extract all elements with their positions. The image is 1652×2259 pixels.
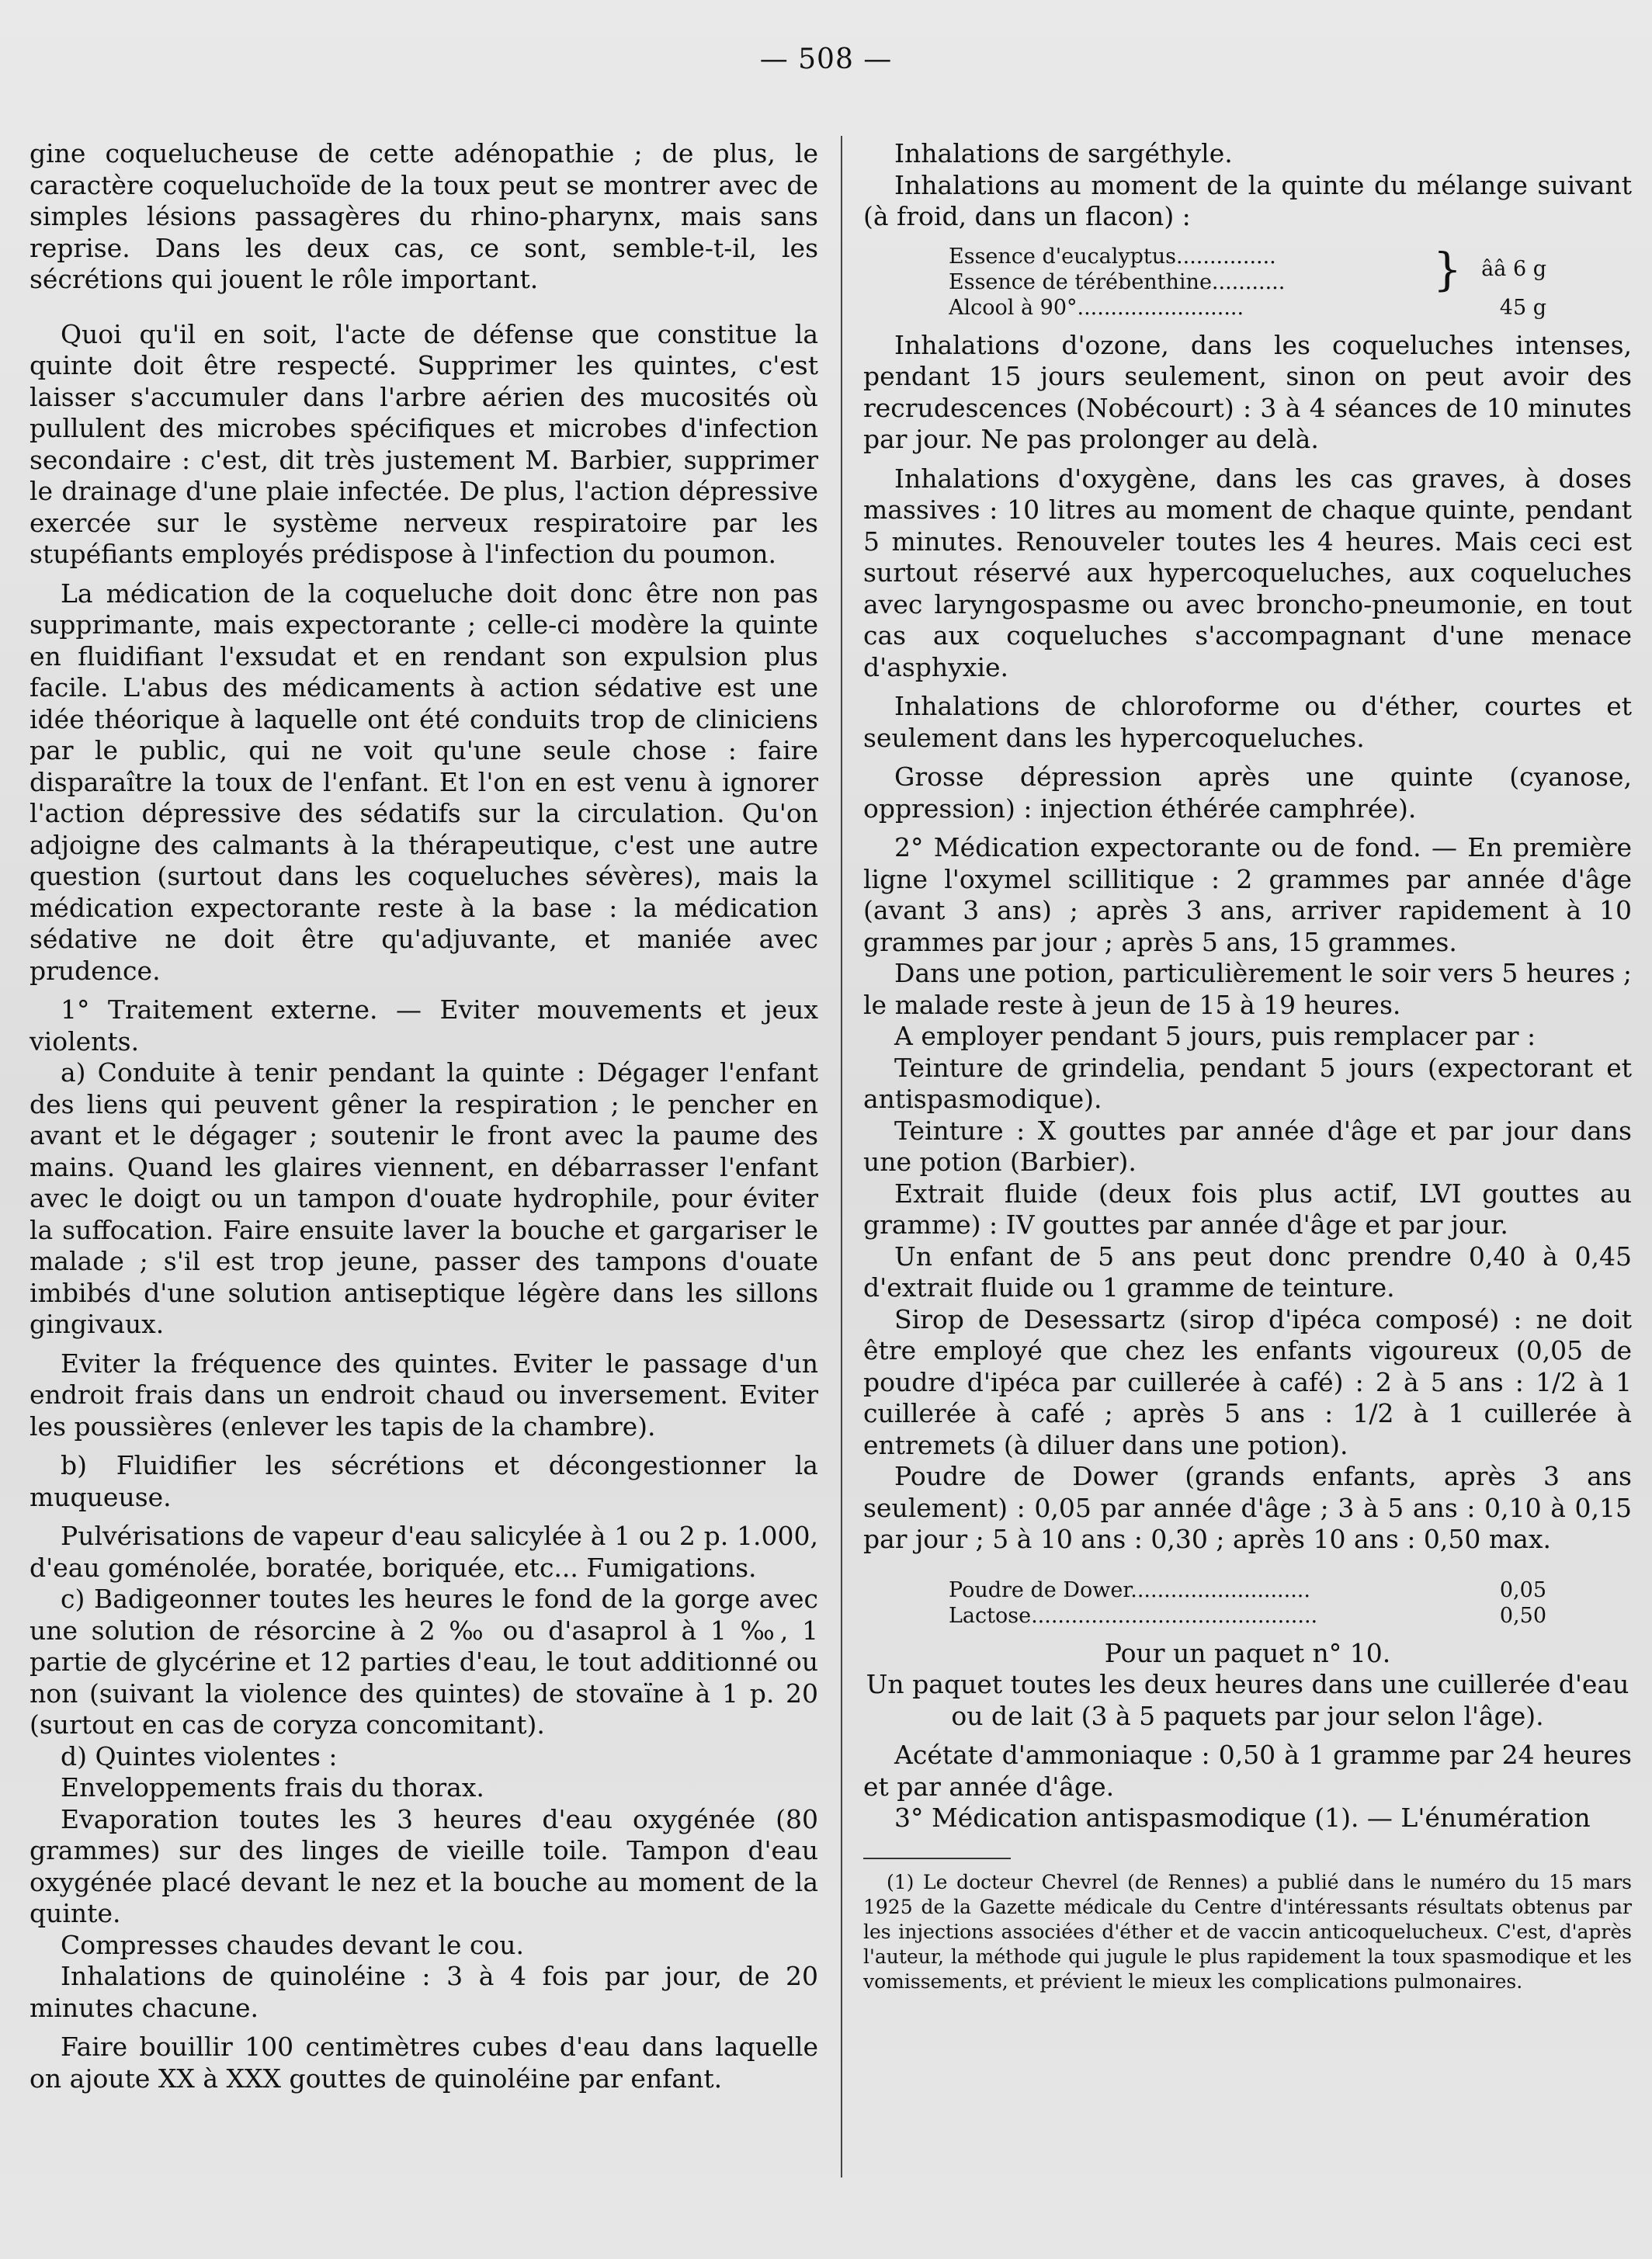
paragraph: a) Conduite à tenir pendant la quinte : Dégager l'enfant des liens qui peuvent gêner la respiration ; le pencher en avant et le dégager ; soutenir le front avec la paume des mains. Quand les glaires viennent, en débarrasser l'enfant avec le doigt ou un tampon d'ouate hydrophile, pour éviter la suffocation. Faire ensuite laver la bouche et gargariser le malade ; s'il est trop jeune, passer des tampons d'ouate imbibés d'une solution antiseptique légère dans les sillons gingivaux.: [30, 1057, 818, 1339]
page-number: — 508 —: [759, 43, 893, 75]
paragraph: Sirop de Desessartz (sirop d'ipéca composé) : ne doit être employé que chez les enfants vigoureux (0,05 de poudre d'ipéca par cuillerée à café) : 2 à 5 ans : 1/2 à 1 cuillerée à café ; après 5 ans : 1/2 à 1 cuillerée à entremets (à diluer dans une potion).: [863, 1303, 1632, 1460]
paragraph: Teinture : X gouttes par année d'âge et par jour dans une potion (Barbier).: [863, 1115, 1632, 1177]
formula-item: Essence de térébenthine...........: [949, 269, 1286, 294]
section-heading-traitement-externe: 1° Traitement externe. — Eviter mouvements et jeux violents.: [30, 994, 818, 1057]
paragraph: Inhalations d'oxygène, dans les cas graves, à doses massives : 10 litres au moment de chaque quinte, pendant 5 minutes. Renouveler toutes les 4 heures. Mais ceci est surtout réservé aux hypercoqueluches, aux coqueluches avec laryngospasme ou avec broncho-pneumonie, en tout cas aux coqueluches s'accompagnant d'une menace d'asphyxie.: [863, 463, 1632, 682]
paragraph: Inhalations d'ozone, dans les coqueluches intenses, pendant 15 jours seulement, sinon on peut avoir des recrudescences (Nobécourt) : 3 à 4 séances de 10 minutes par jour. Ne pas prolonger au delà.: [863, 329, 1632, 454]
formula-quantity: 45 g: [1499, 295, 1546, 320]
paragraph: Enveloppements frais du thorax.: [61, 1772, 484, 1803]
paragraph: Grosse dépression après une quinte (cyanose, oppression) : injection éthérée camphrée).: [863, 762, 1632, 824]
formula-item: Poudre de Dower...........................: [949, 1577, 1310, 1602]
paragraph: Pulvérisations de vapeur d'eau salicylée à 1 ou 2 p. 1.000, d'eau goménolée, boratée, boriquée, etc... Fumigations.: [30, 1521, 818, 1583]
paragraph: Inhalations de quinoléine : 3 à 4 fois par jour, de 20 minutes chacune.: [30, 1961, 818, 2023]
formula-item: Essence d'eucalyptus...............: [949, 244, 1276, 269]
section-heading-medication-antispasmodique: 3° Médication antispasmodique (1). — L'énumération: [894, 1803, 1591, 1833]
paragraph: gine coquelucheuse de cette adénopathie ; de plus, le caractère coqueluchoïde de la toux peut se montrer avec de simples lésions passagères du rhino-pharynx, mais sans reprise. Dans les deux cas, ce sont, semble-t-il, les sécrétions qui jouent le rôle important.: [30, 138, 818, 294]
paragraph: b) Fluidifier les sécrétions et décongestionner la muqueuse.: [30, 1450, 818, 1512]
formula-instruction: Un paquet toutes les deux heures dans une cuillerée d'eau ou de lait (3 à 5 paquets par jour selon l'âge).: [866, 1669, 1629, 1731]
paragraph: c) Badigeonner toutes les heures le fond de la gorge avec une solution de résorcine à 2 ‰ ou d'asaprol à 1 ‰, 1 partie de glycérine et 12 parties d'eau, le tout additionné ou non (suivant la violence des quintes) de stovaïne à 1 p. 20 (surtout en cas de coryza concomitant).: [30, 1584, 818, 1740]
paragraph: Un enfant de 5 ans peut donc prendre 0,40 à 0,45 d'extrait fluide ou 1 gramme de teinture.: [863, 1241, 1632, 1303]
paragraph: Acétate d'ammoniaque : 0,50 à 1 gramme par 24 heures et par année d'âge.: [863, 1740, 1632, 1802]
formula-item: Lactose...........................................: [949, 1603, 1318, 1628]
paragraph: Inhalations de chloroforme ou d'éther, courtes et seulement dans les hypercoqueluches.: [863, 691, 1632, 753]
left-column: [30, 138, 818, 2094]
paragraph: Dans une potion, particulièrement le soir vers 5 heures ; le malade reste à jeun de 15 à 19 heures.: [863, 958, 1632, 1020]
footnote-divider: [863, 1858, 1011, 1859]
paragraph: A employer pendant 5 jours, puis remplacer par :: [894, 1021, 1536, 1051]
formula-item: Alcool à 90°.........................: [949, 295, 1244, 320]
formula-quantity: 0,05: [1499, 1577, 1546, 1602]
formula-note: Pour un paquet n° 10.: [1104, 1637, 1391, 1668]
paragraph: Evaporation toutes les 3 heures d'eau oxygénée (80 grammes) sur des linges de vieille toile. Tampon d'eau oxygénée placé devant le nez et la bouche au moment de la quinte.: [30, 1803, 818, 1928]
paragraph: Inhalations au moment de la quinte du mélange suivant (à froid, dans un flacon) :: [863, 169, 1632, 231]
right-column: [863, 138, 1632, 1994]
paragraph: Extrait fluide (deux fois plus actif, LVI gouttes au gramme) : IV gouttes par année d'âge et par jour.: [863, 1178, 1632, 1240]
column-divider: [841, 136, 842, 2177]
paragraph: Quoi qu'il en soit, l'acte de défense que constitue la quinte doit être respecté. Supprimer les quintes, c'est laisser s'accumuler dans l'arbre aérien des mucosités où pullulent des microbes spécifiques et microbes d'infection secondaire : c'est, dit très justement M. Barbier, supprimer le drainage d'une plaie infectée. De plus, l'action dépressive exercée sur le système nerveux respiratoire par les stupéfiants employés prédispose à l'infection du poumon.: [30, 318, 818, 569]
paragraph: La médication de la coqueluche doit donc être non pas supprimante, mais expectorante ; celle-ci modère la quinte en fluidifiant l'exsudat et en rendant son expulsion plus facile. L'abus des médicaments à action sédative est une idée théorique à laquelle ont été conduits trop de cliniciens par le public, qui ne voit qu'une seule chose : faire disparaître la toux de l'enfant. Et l'on en est venu à ignorer l'action dépressive des sédatifs sur la circulation. Qu'on adjoigne des calmants à la thérapeutique, c'est une autre question (surtout dans les coqueluches sévères), mais la médication expectorante reste à la base : la médication sédative ne doit être qu'adjuvante, et maniée avec prudence.: [30, 578, 818, 986]
formula-brace-group: [949, 244, 1546, 295]
footnote: (1) Le docteur Chevrel (de Rennes) a publié dans le numéro du 15 mars 1925 de la Gazette médicale du Centre d'intéressants résultats obtenus par les injections associées d'éther et de vaccin anticoquelucheux. C'est, d'après l'auteur, la méthode qui jugule le plus rapidement la toux spasmodique et les vomissements, et prévient le mieux les complications pulmonaires.: [863, 1870, 1632, 1993]
formula-inhalation: [949, 244, 1546, 321]
brace-symbol: }: [1433, 242, 1462, 296]
paragraph: Faire bouillir 100 centimètres cubes d'eau dans laquelle on ajoute XX à XXX gouttes de quinoléine par enfant.: [30, 2032, 818, 2094]
section-heading-medication-expectorante: 2° Médication expectorante ou de fond. — En première ligne l'oxymel scillitique : 2 grammes par année d'âge (avant 3 ans) ; après 3 ans, arriver rapidement à 10 grammes par jour ; après 5 ans, 15 grammes.: [863, 832, 1632, 957]
formula-dower: [949, 1577, 1546, 1629]
paragraph: Eviter la fréquence des quintes. Eviter le passage d'un endroit frais dans un endroit chaud ou inversement. Eviter les poussières (enlever les tapis de la chambre).: [30, 1348, 818, 1442]
formula-quantity: ââ 6 g: [1481, 257, 1546, 281]
paragraph: Teinture de grindelia, pendant 5 jours (expectorant et antispasmodique).: [863, 1052, 1632, 1114]
paragraph: d) Quintes violentes :: [61, 1740, 338, 1771]
paragraph: Compresses chaudes devant le cou.: [61, 1929, 525, 1960]
formula-quantity: 0,50: [1499, 1603, 1546, 1628]
paragraph: Poudre de Dower (grands enfants, après 3 ans seulement) : 0,05 par année d'âge ; 3 à 5 ans : 0,10 à 0,15 par jour ; 5 à 10 ans : 0,30 ; après 10 ans : 0,50 max.: [863, 1461, 1632, 1554]
paragraph: Inhalations de sargéthyle.: [894, 138, 1233, 168]
